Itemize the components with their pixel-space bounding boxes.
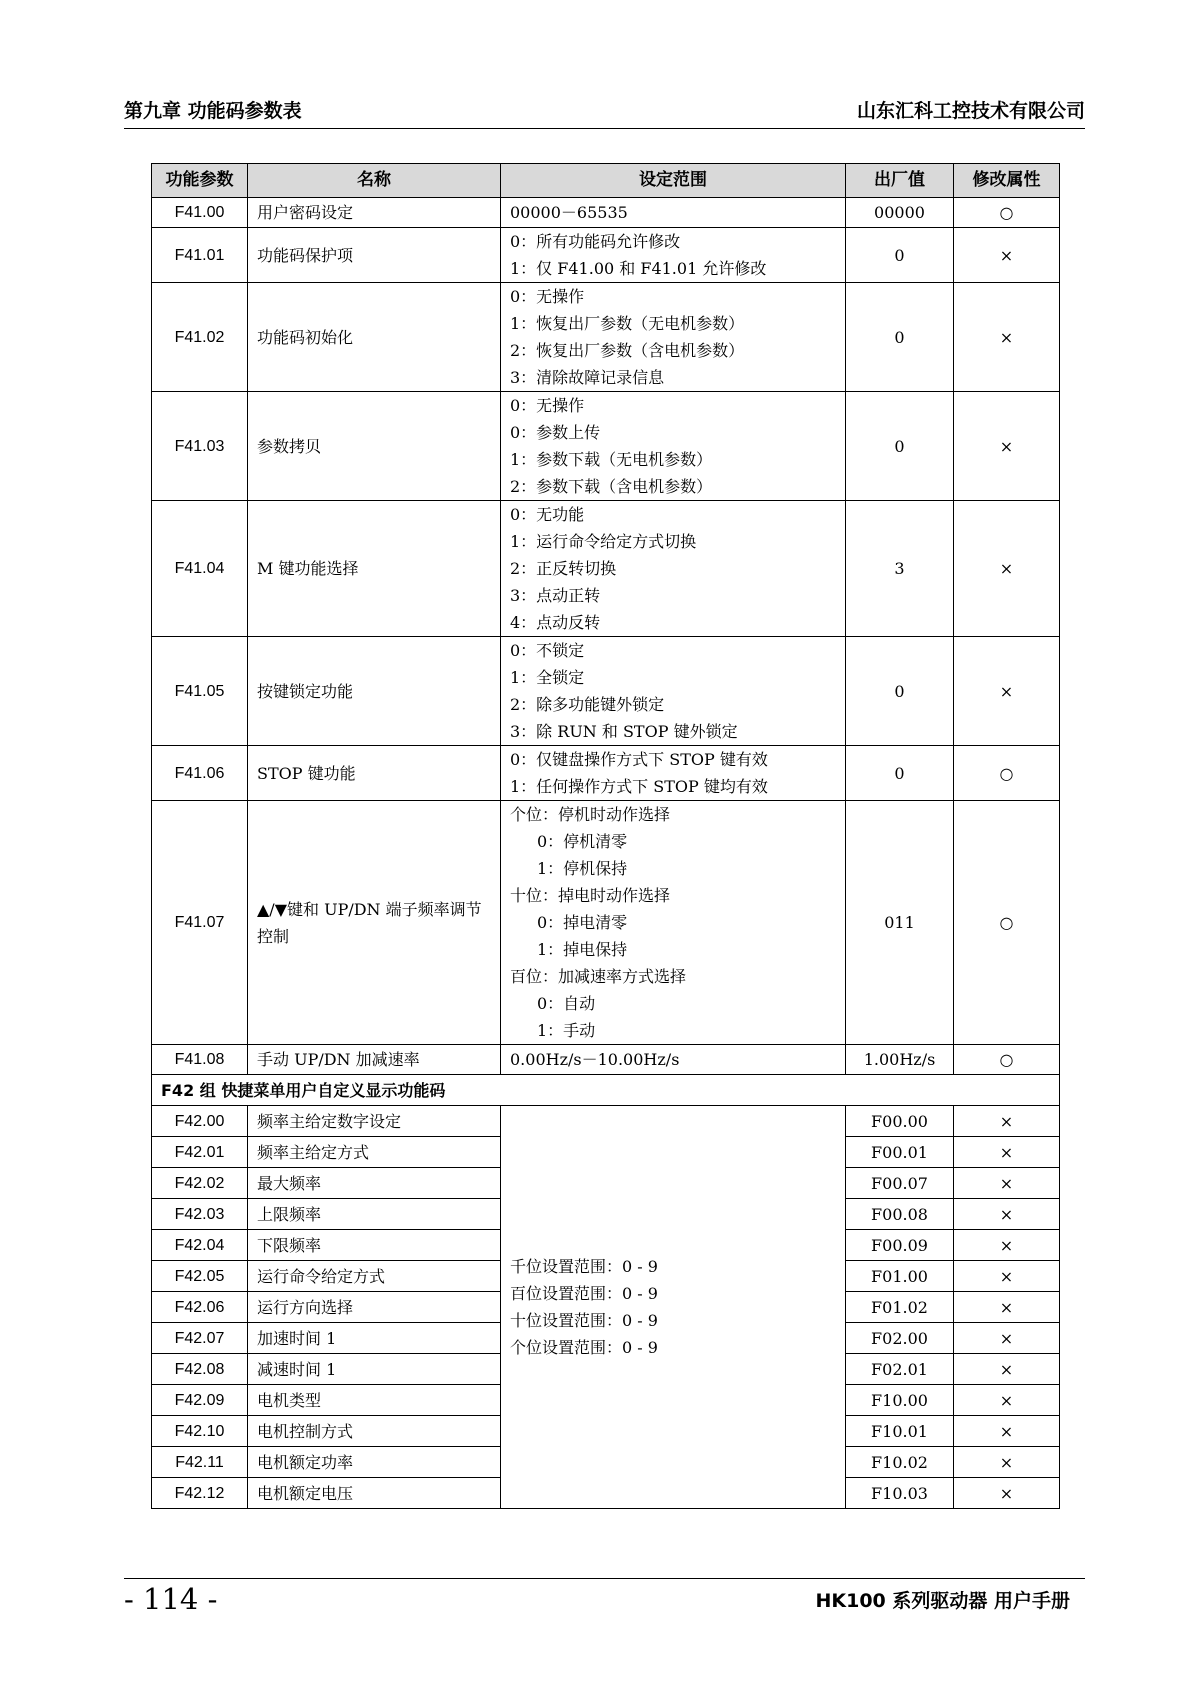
param-name: 用户密码设定 (248, 198, 501, 228)
param-default: 1.00Hz/s (846, 1045, 954, 1075)
table-header-row (152, 164, 1060, 198)
range-line: 个位：停机时动作选择 (510, 805, 671, 824)
param-attr: × (954, 228, 1060, 283)
param-code: F42.10 (152, 1416, 248, 1447)
param-default: 011 (846, 801, 954, 1045)
param-attr: ○ (954, 1045, 1060, 1075)
range-line: 1：参数下载（无电机参数） (510, 450, 713, 469)
range-line: 0：参数上传 (510, 423, 601, 442)
param-default: 0 (846, 746, 954, 801)
range-line: 2：正反转切换 (510, 559, 617, 578)
param-default: 00000 (846, 198, 954, 228)
param-attr: × (954, 1137, 1060, 1168)
param-name: 电机类型 (248, 1385, 501, 1416)
param-name: 加速时间 1 (248, 1323, 501, 1354)
range-line: 0：无功能 (510, 505, 585, 524)
range-line: 4：点动反转 (510, 613, 601, 632)
param-range (501, 1045, 846, 1075)
param-code: F42.11 (152, 1447, 248, 1478)
table-row (152, 746, 1060, 801)
param-code: F41.00 (152, 198, 248, 228)
param-attr: × (954, 1292, 1060, 1323)
param-range (501, 746, 846, 801)
table-row (152, 198, 1060, 228)
range-line: 千位设置范围：0 - 9 (510, 1257, 658, 1276)
param-range (501, 228, 846, 283)
param-default: F00.01 (846, 1137, 954, 1168)
param-code: F41.04 (152, 501, 248, 637)
param-name: 下限频率 (248, 1230, 501, 1261)
param-name: 功能码初始化 (248, 283, 501, 392)
parameter-table (151, 163, 1060, 1509)
param-name: 最大频率 (248, 1168, 501, 1199)
param-code: F42.01 (152, 1137, 248, 1168)
param-default: 0 (846, 283, 954, 392)
range-line: 0：掉电清零 (537, 913, 628, 932)
range-line: 0：停机清零 (537, 832, 628, 851)
company-name: 山东汇科工控技术有限公司 (856, 100, 1085, 122)
range-line: 十位设置范围：0 - 9 (510, 1311, 658, 1330)
param-code: F42.02 (152, 1168, 248, 1199)
table-row (152, 283, 1060, 392)
col-header-name: 名称 (248, 164, 501, 198)
range-line: 1：全锁定 (510, 668, 585, 687)
table-row (152, 228, 1060, 283)
param-code: F42.00 (152, 1106, 248, 1137)
param-attr: × (954, 392, 1060, 501)
range-line: 百位设置范围：0 - 9 (510, 1284, 658, 1303)
range-line: 2：除多功能键外锁定 (510, 695, 665, 714)
param-range (501, 801, 846, 1045)
param-default: F00.07 (846, 1168, 954, 1199)
param-attr: × (954, 1106, 1060, 1137)
param-attr: × (954, 637, 1060, 746)
param-default: F02.01 (846, 1354, 954, 1385)
param-code: F42.08 (152, 1354, 248, 1385)
param-default: F02.00 (846, 1323, 954, 1354)
param-attr: × (954, 1478, 1060, 1509)
table-row (152, 392, 1060, 501)
range-line: 个位设置范围：0 - 9 (510, 1338, 658, 1357)
param-name: 按键锁定功能 (248, 637, 501, 746)
param-default: 0 (846, 637, 954, 746)
param-code: F41.02 (152, 283, 248, 392)
param-name: 运行命令给定方式 (248, 1261, 501, 1292)
param-default: F00.09 (846, 1230, 954, 1261)
group-range (501, 1106, 846, 1509)
param-attr: × (954, 1416, 1060, 1447)
range-line: 1：仅 F41.00 和 F41.01 允许修改 (510, 259, 767, 278)
range-line: 1：停机保持 (537, 859, 628, 878)
param-default: F00.08 (846, 1199, 954, 1230)
param-default: F10.03 (846, 1478, 954, 1509)
param-range (501, 392, 846, 501)
param-name: 电机额定电压 (248, 1478, 501, 1509)
param-attr: × (954, 1230, 1060, 1261)
param-code: F41.05 (152, 637, 248, 746)
param-name: 运行方向选择 (248, 1292, 501, 1323)
param-range (501, 198, 846, 228)
range-line: 0：所有功能码允许修改 (510, 232, 681, 251)
range-line: 3：清除故障记录信息 (510, 368, 665, 387)
param-attr: ○ (954, 198, 1060, 228)
param-attr: ○ (954, 801, 1060, 1045)
param-name: 电机控制方式 (248, 1416, 501, 1447)
range-line: 2：恢复出厂参数（含电机参数） (510, 341, 745, 360)
param-attr: × (954, 283, 1060, 392)
param-default: 0 (846, 392, 954, 501)
group-header-row (152, 1075, 1060, 1106)
param-name: 频率主给定数字设定 (248, 1106, 501, 1137)
param-attr: × (954, 1447, 1060, 1478)
range-line: 1：手动 (537, 1021, 596, 1040)
range-line: 0.00Hz/s－10.00Hz/s (510, 1050, 680, 1069)
range-line: 3：点动正转 (510, 586, 601, 605)
param-name: 频率主给定方式 (248, 1137, 501, 1168)
range-line: 3：除 RUN 和 STOP 键外锁定 (510, 722, 738, 741)
range-line: 1：运行命令给定方式切换 (510, 532, 697, 551)
param-code: F41.08 (152, 1045, 248, 1075)
range-line: 百位：加减速率方式选择 (510, 967, 687, 986)
param-default: F10.00 (846, 1385, 954, 1416)
param-range (501, 501, 846, 637)
param-code: F42.05 (152, 1261, 248, 1292)
table-row (152, 637, 1060, 746)
param-code: F42.04 (152, 1230, 248, 1261)
chapter-title: 第九章 功能码参数表 (124, 100, 302, 122)
table-row (152, 1045, 1060, 1075)
range-line: 十位：掉电时动作选择 (510, 886, 671, 905)
param-default: F10.01 (846, 1416, 954, 1447)
param-name: 电机额定功率 (248, 1447, 501, 1478)
param-name: 减速时间 1 (248, 1354, 501, 1385)
param-attr: × (954, 1323, 1060, 1354)
range-line: 1：任何操作方式下 STOP 键均有效 (510, 777, 768, 796)
param-name: 功能码保护项 (248, 228, 501, 283)
param-default: F10.02 (846, 1447, 954, 1478)
page-number: - 114 - (124, 1582, 218, 1616)
col-header-code: 功能参数 (152, 164, 248, 198)
param-name: 参数拷贝 (248, 392, 501, 501)
range-line: 0：不锁定 (510, 641, 585, 660)
param-attr: × (954, 1385, 1060, 1416)
param-code: F42.07 (152, 1323, 248, 1354)
param-attr: × (954, 1354, 1060, 1385)
table-row (152, 1106, 1060, 1137)
param-code: F42.12 (152, 1478, 248, 1509)
param-attr: × (954, 1168, 1060, 1199)
manual-title: HK100 系列驱动器 用户手册 (815, 1590, 1070, 1612)
param-code: F42.09 (152, 1385, 248, 1416)
range-line: 0：仅键盘操作方式下 STOP 键有效 (510, 750, 768, 769)
col-header-attr: 修改属性 (954, 164, 1060, 198)
range-line: 2：参数下载（含电机参数） (510, 477, 713, 496)
range-line: 1：掉电保持 (537, 940, 628, 959)
param-attr: × (954, 1199, 1060, 1230)
param-default: F01.02 (846, 1292, 954, 1323)
param-name: ▲/▼键和 UP/DN 端子频率调节控制 (248, 801, 501, 1045)
param-code: F41.07 (152, 801, 248, 1045)
range-line: 0：自动 (537, 994, 596, 1013)
range-line: 1：恢复出厂参数（无电机参数） (510, 314, 745, 333)
range-line: 00000－65535 (510, 203, 628, 222)
param-attr: × (954, 1261, 1060, 1292)
table-row (152, 801, 1060, 1045)
footer-divider (124, 1578, 1085, 1579)
param-code: F42.06 (152, 1292, 248, 1323)
param-default: F00.00 (846, 1106, 954, 1137)
param-attr: ○ (954, 746, 1060, 801)
param-default: F01.00 (846, 1261, 954, 1292)
col-header-default: 出厂值 (846, 164, 954, 198)
range-line: 0：无操作 (510, 287, 585, 306)
param-code: F41.01 (152, 228, 248, 283)
param-range (501, 283, 846, 392)
param-attr: × (954, 501, 1060, 637)
group-title: F42 组 快捷菜单用户自定义显示功能码 (152, 1075, 1060, 1106)
param-default: 0 (846, 228, 954, 283)
table-row (152, 501, 1060, 637)
param-code: F41.06 (152, 746, 248, 801)
col-header-range: 设定范围 (501, 164, 846, 198)
param-name: STOP 键功能 (248, 746, 501, 801)
param-range (501, 637, 846, 746)
param-code: F41.03 (152, 392, 248, 501)
param-default: 3 (846, 501, 954, 637)
param-name: M 键功能选择 (248, 501, 501, 637)
param-name: 上限频率 (248, 1199, 501, 1230)
param-code: F42.03 (152, 1199, 248, 1230)
header-divider (124, 128, 1085, 129)
range-line: 0：无操作 (510, 396, 585, 415)
param-name: 手动 UP/DN 加减速率 (248, 1045, 501, 1075)
